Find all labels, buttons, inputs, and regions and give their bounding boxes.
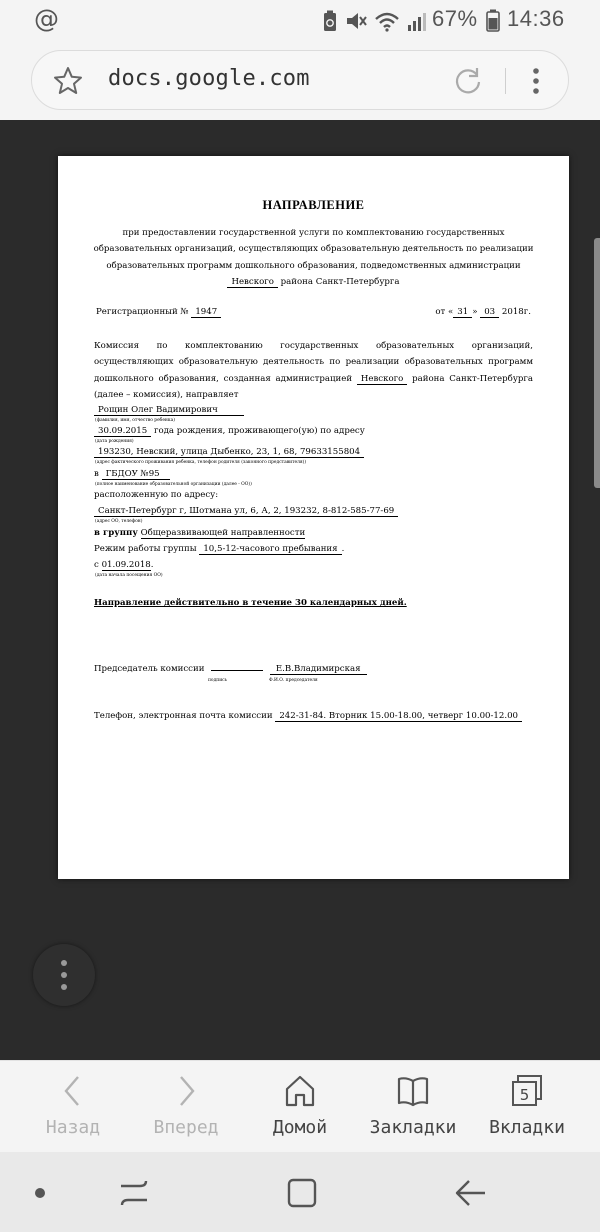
doc-body — [94, 338, 533, 403]
battery-icon — [486, 9, 500, 32]
toolbar-divider — [505, 68, 506, 94]
home-button[interactable] — [245, 1073, 355, 1145]
body-part-3: (далее – комиссия), направляет — [94, 389, 239, 400]
intro-district-suffix: района Санкт-Петербурга — [280, 276, 400, 287]
clock: 14:36 — [507, 6, 565, 31]
chevron-right-icon — [170, 1073, 202, 1109]
intro-line-2: образовательных организаций, осуществляющих образовательную деятельность по реализации — [93, 244, 534, 255]
date-prefix: от « — [435, 307, 454, 317]
status-bar — [0, 0, 600, 40]
intro-line-3: образовательных программ дошкольного образования, подведомственных администрации — [106, 260, 521, 271]
date-day: 31 — [453, 307, 472, 318]
signal-icon — [406, 10, 428, 32]
forward-button[interactable] — [131, 1073, 241, 1145]
more-options-button[interactable] — [33, 944, 95, 1006]
bookmarks-icon — [395, 1073, 431, 1109]
back-button[interactable] — [18, 1073, 128, 1145]
contact-value: 242-31-84. Вторник 15.00-18.00, четверг 10.00-12.00 — [275, 711, 522, 722]
tabs-icon — [509, 1073, 545, 1109]
child-name: Рощин Олег Вадимирович — [94, 405, 244, 416]
contact-row — [94, 711, 522, 721]
tab-count: 5 — [519, 1086, 530, 1104]
org-row — [94, 469, 170, 479]
org-address-row — [94, 506, 398, 516]
browser-bottom-nav — [0, 1060, 600, 1152]
bookmarks-label: Закладки — [369, 1117, 457, 1138]
mode-end: . — [341, 544, 345, 554]
body-part-1: Комиссия по комплектованию государственных образовательных организаций, осуществляющих образовательную деятельность по реализации образовательных программ дошкольного образования, созданная администрацией — [94, 341, 533, 384]
group-row — [94, 528, 305, 538]
birth-caption: (дата рождения) — [95, 439, 134, 444]
back-label: Назад — [45, 1117, 101, 1138]
intro-district: Невского — [227, 277, 277, 288]
dot-1 — [61, 960, 67, 966]
reg-number: 1947 — [191, 307, 221, 318]
group-label: в группу — [94, 528, 138, 538]
birth-suffix: года рождения, проживающего(ую) по адресу — [153, 426, 365, 436]
address-bar[interactable] — [31, 50, 569, 110]
address-caption: (адрес фактического проживания ребенка, телефон родителя (законного представителя)) — [95, 460, 307, 465]
recent-apps-icon[interactable] — [118, 1178, 150, 1208]
reg-label: Регистрационный № — [96, 307, 189, 317]
dot-2 — [61, 972, 67, 978]
child-name-caption: (фамилия, имя, отчество ребенка) — [95, 418, 175, 423]
dot-3 — [61, 984, 67, 990]
home-square-icon[interactable] — [287, 1178, 317, 1208]
chair-row — [94, 662, 367, 674]
status-icons — [322, 9, 428, 33]
start-end: . — [150, 560, 154, 570]
chair-label: Председатель комиссии — [94, 664, 205, 674]
chevron-left-icon — [57, 1073, 89, 1109]
forward-label: Вперед — [153, 1117, 219, 1138]
chair-name: Е.В.Владимирская — [270, 664, 367, 675]
at-icon: @ — [34, 4, 59, 33]
date-line — [435, 307, 531, 317]
star-icon[interactable] — [52, 65, 84, 97]
start-caption: (дата начала посещения ОО) — [95, 573, 163, 578]
org-name: ГБДОУ №95 — [102, 469, 170, 480]
mode-value: 10,5-12-часового пребывания — [199, 544, 341, 555]
back-arrow-icon[interactable] — [453, 1178, 487, 1208]
located-row: расположенную по адресу: — [94, 490, 219, 500]
org-caption: (полное наименование образовательной организации (далее - ОО)) — [95, 482, 252, 487]
browser-toolbar — [0, 40, 600, 120]
body-district: Невского — [357, 374, 407, 385]
registration-line — [96, 307, 221, 317]
start-date: 01.09.2018 — [101, 560, 151, 570]
tabs-button[interactable] — [472, 1073, 582, 1145]
mute-icon — [344, 10, 368, 32]
home-label: Домой — [272, 1117, 328, 1138]
home-icon — [283, 1073, 317, 1109]
date-year: 2018г. — [501, 307, 531, 317]
org-address: Санкт-Петербург г, Шотмана ул, 6, А, 2, 193232, 8-812-585-77-69 — [94, 506, 398, 517]
contact-label: Телефон, электронная почта комиссии — [94, 711, 273, 721]
doc-intro — [88, 225, 539, 290]
mode-label: Режим работы группы — [94, 544, 197, 554]
intro-line-1: при предоставлении государственной услуги по комплектованию государственных — [122, 228, 505, 238]
date-month: 03 — [480, 307, 499, 318]
group-value: Общеразвивающей направленности — [140, 528, 306, 538]
address-row — [94, 447, 364, 457]
reload-icon[interactable] — [452, 65, 484, 97]
more-vert-icon[interactable] — [530, 65, 542, 97]
signature-line — [211, 662, 263, 671]
scrollbar[interactable] — [594, 238, 600, 488]
birth-date: 30.09.2015 — [94, 426, 151, 437]
intro-line-4 — [88, 274, 539, 290]
body-part-2: района Санкт-Петербурга — [412, 373, 533, 384]
org-address-caption: (адрес ОО, телефон) — [95, 519, 143, 524]
recycle-battery-icon — [322, 10, 338, 32]
tabs-label: Вкладки — [489, 1117, 565, 1138]
doc-title: НАПРАВЛЕНИЕ — [262, 198, 365, 212]
document-page — [58, 156, 569, 879]
child-name-row — [94, 405, 244, 415]
battery-percent: 67% — [432, 6, 478, 31]
url-text[interactable]: docs.google.com — [108, 66, 310, 91]
in-label: в — [94, 469, 99, 479]
mode-row — [94, 544, 344, 554]
wifi-icon — [374, 10, 400, 32]
signature-caption: подпись — [208, 678, 227, 683]
system-navigation-bar — [0, 1152, 600, 1232]
bookmarks-button[interactable] — [358, 1073, 468, 1145]
from-label: с — [94, 560, 99, 570]
child-address: 193230, Невский, улица Дыбенко, 23, 1, 68, 79633155804 — [94, 447, 364, 458]
dot-indicator-icon — [34, 1187, 46, 1199]
fio-caption: Ф.И.О. председателя — [269, 678, 318, 683]
birth-row — [94, 426, 365, 436]
date-mid: » — [472, 307, 478, 317]
validity-note: Направление действительно в течение 30 календарных дней. — [94, 598, 407, 608]
document-viewer[interactable] — [0, 120, 600, 1060]
start-row — [94, 560, 154, 570]
